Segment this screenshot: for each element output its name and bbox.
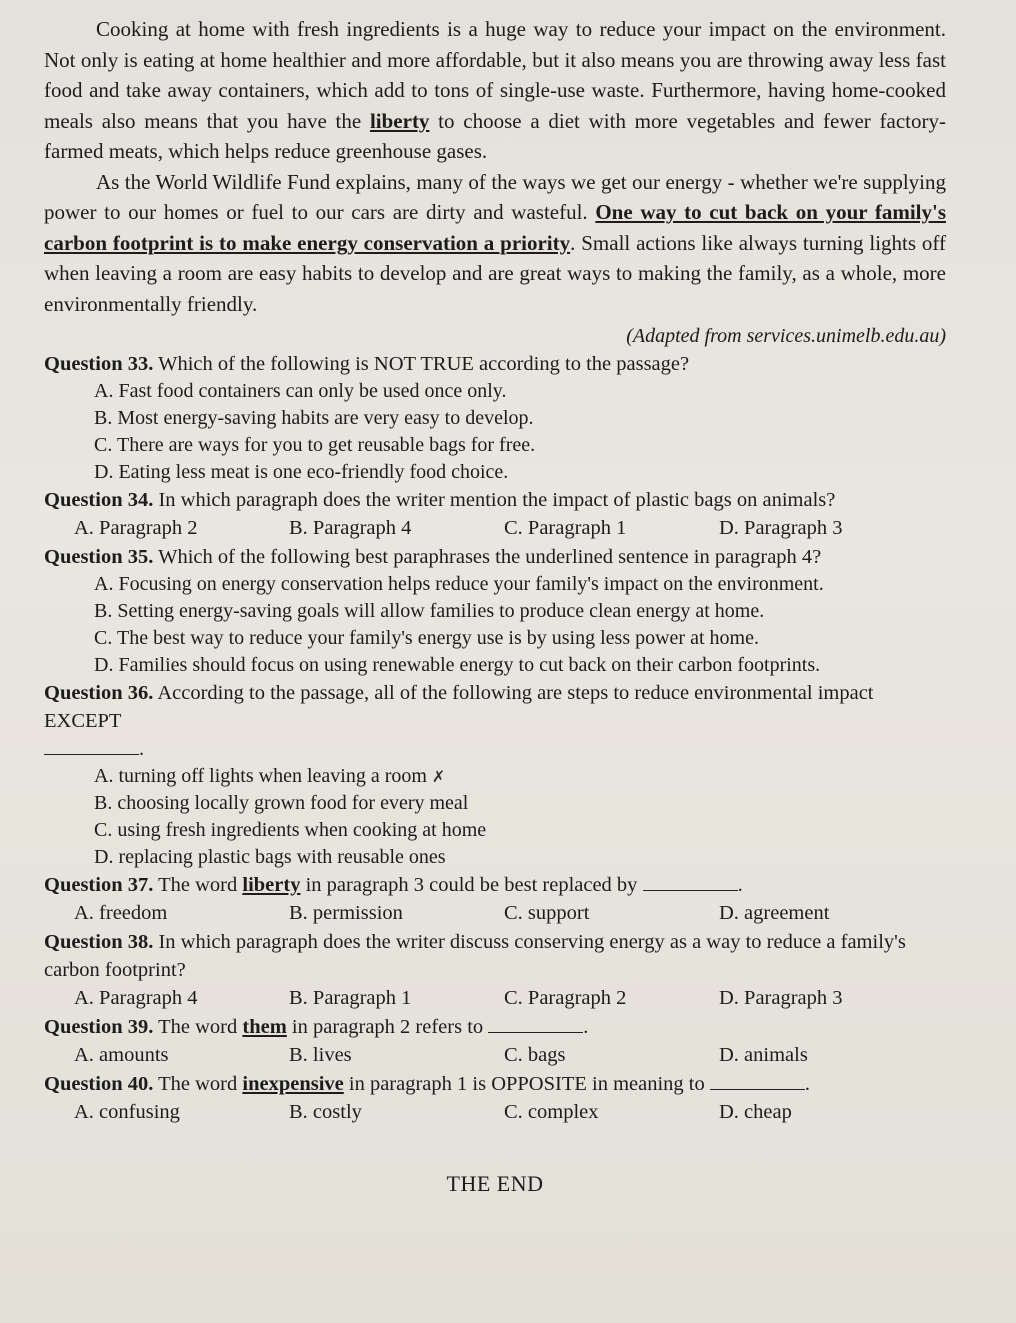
question-33-text: Which of the following is NOT TRUE according to the passage? xyxy=(153,353,690,375)
option-39a[interactable]: A. amounts xyxy=(74,1044,169,1066)
question-39-text-post: in paragraph 2 refers to xyxy=(286,1016,489,1038)
passage-source: (Adapted from services.unimelb.edu.au) xyxy=(626,325,946,347)
option-37c[interactable]: C. support xyxy=(504,902,590,924)
question-36-label: Question 36. xyxy=(44,682,154,704)
question-39-options xyxy=(44,1041,946,1070)
question-36 xyxy=(44,679,946,735)
end-label: THE END xyxy=(446,1171,544,1196)
option-33a[interactable]: A. Fast food containers can only be used once only. xyxy=(94,380,507,402)
question-39-text-pre: The word xyxy=(153,1016,243,1038)
option-34b[interactable]: B. Paragraph 4 xyxy=(289,517,412,539)
question-39: Question 39. The word them in paragraph 2 refers to . xyxy=(44,1016,589,1038)
question-40-label: Question 40. xyxy=(44,1073,154,1095)
option-36a-text: A. turning off lights when leaving a room xyxy=(94,765,427,787)
question-39-label: Question 39. xyxy=(44,1016,154,1038)
option-40d[interactable]: D. cheap xyxy=(719,1101,792,1123)
question-35-options xyxy=(44,571,946,679)
option-40c[interactable]: C. complex xyxy=(504,1101,599,1123)
question-39-underlined-word: them xyxy=(242,1016,287,1038)
option-38b[interactable]: B. Paragraph 1 xyxy=(289,987,412,1009)
answer-blank xyxy=(44,738,139,755)
question-35-text: Which of the following best paraphrases the underlined sentence in paragraph 4? xyxy=(153,546,822,568)
question-36-options xyxy=(44,763,946,871)
cross-mark-icon: ✗ xyxy=(431,767,446,786)
question-34-options xyxy=(44,514,946,543)
option-37d[interactable]: D. agreement xyxy=(719,902,830,924)
question-38 xyxy=(44,928,946,984)
option-37a[interactable]: A. freedom xyxy=(74,902,168,924)
option-36b[interactable]: B. choosing locally grown food for every meal xyxy=(94,792,469,814)
option-38a[interactable]: A. Paragraph 4 xyxy=(74,987,198,1009)
question-36-blank-line: . xyxy=(44,735,946,763)
question-37-underlined-word: liberty xyxy=(242,874,301,896)
question-37-text-post: in paragraph 3 could be best replaced by xyxy=(300,874,643,896)
passage-paragraph-2 xyxy=(44,167,946,320)
option-39c[interactable]: C. bags xyxy=(504,1044,566,1066)
option-39b[interactable]: B. lives xyxy=(289,1044,352,1066)
question-40-text-post: in paragraph 1 is OPPOSITE in meaning to xyxy=(343,1073,710,1095)
question-35-label: Question 35. xyxy=(44,546,154,568)
option-33b[interactable]: B. Most energy-saving habits are very easy to develop. xyxy=(94,407,534,429)
question-34-text: In which paragraph does the writer mention the impact of plastic bags on animals? xyxy=(153,489,836,511)
p2-underlined-sentence: One way to cut back on your family's carbon footprint is to make energy conservation a priority xyxy=(44,200,946,255)
question-38-options xyxy=(44,984,946,1013)
option-33c[interactable]: C. There are ways for you to get reusable bags for free. xyxy=(94,434,536,456)
option-36a[interactable] xyxy=(94,763,946,790)
option-35b[interactable]: B. Setting energy-saving goals will allow families to produce clean energy at home. xyxy=(94,600,765,622)
question-37-label: Question 37. xyxy=(44,874,154,896)
p1-text: Cooking at home with fresh ingredients is a huge way to reduce your impact on the environment. Not only is eating at home healthier and more affordable, but it also means you are throwing away less fast food and take away containers, which add to tons of single-use waste. Furthermore, having home-cooked meals also means that you have the xyxy=(44,17,946,133)
answer-blank xyxy=(488,1016,583,1033)
question-36-text: According to the passage, all of the following are steps to reduce environmental impact EXCEPT xyxy=(44,682,874,732)
question-40: Question 40. The word inexpensive in paragraph 1 is OPPOSITE in meaning to . xyxy=(44,1073,810,1095)
p2-text: As the World Wildlife Fund explains, many of the ways we get our energy - whether we're supplying power to our homes or fuel to our cars are dirty and wasteful. xyxy=(44,169,946,224)
p1-underlined-word: liberty xyxy=(369,108,430,133)
option-34c[interactable]: C. Paragraph 1 xyxy=(504,517,627,539)
option-37b[interactable]: B. permission xyxy=(289,902,403,924)
option-33d[interactable]: D. Eating less meat is one eco-friendly food choice. xyxy=(94,461,509,483)
option-34a[interactable]: A. Paragraph 2 xyxy=(74,517,198,539)
question-34-label: Question 34. xyxy=(44,489,154,511)
answer-blank xyxy=(643,874,738,891)
option-39d[interactable]: D. animals xyxy=(719,1044,808,1066)
p2-text-end: . Small actions like always turning lights off when leaving a room are easy habits to develop and are great ways to making the family, as a whole, more environmentally friendly. xyxy=(44,230,946,316)
question-37-options xyxy=(44,899,946,928)
option-35a[interactable]: A. Focusing on energy conservation helps reduce your family's impact on the environment. xyxy=(94,573,824,595)
question-37: Question 37. The word liberty in paragraph 3 could be best replaced by . xyxy=(44,874,743,896)
option-36d[interactable]: D. replacing plastic bags with reusable ones xyxy=(94,846,446,868)
option-40b[interactable]: B. costly xyxy=(289,1101,362,1123)
option-34d[interactable]: D. Paragraph 3 xyxy=(719,517,843,539)
question-34 xyxy=(44,486,946,514)
question-33-options xyxy=(44,378,946,486)
question-38-label: Question 38. xyxy=(44,931,154,953)
question-40-text-pre: The word xyxy=(153,1073,243,1095)
question-35 xyxy=(44,543,946,571)
option-36c[interactable]: C. using fresh ingredients when cooking at home xyxy=(94,819,487,841)
question-40-options xyxy=(44,1098,946,1127)
option-35c[interactable]: C. The best way to reduce your family's energy use is by using less power at home. xyxy=(94,627,759,649)
p1-text-end: to choose a diet with more vegetables and fewer factory-farmed meats, which helps reduce greenhouse gases. xyxy=(44,108,947,163)
question-40-underlined-word: inexpensive xyxy=(242,1073,344,1095)
passage-paragraph-1 xyxy=(44,14,946,167)
question-37-text-pre: The word xyxy=(153,874,243,896)
question-38-text: In which paragraph does the writer discuss conserving energy as a way to reduce a family's carbon footprint? xyxy=(44,931,906,981)
question-33 xyxy=(44,350,946,378)
question-33-label: Question 33. xyxy=(44,353,154,375)
option-38d[interactable]: D. Paragraph 3 xyxy=(719,987,843,1009)
option-40a[interactable]: A. confusing xyxy=(74,1101,180,1123)
option-38c[interactable]: C. Paragraph 2 xyxy=(504,987,627,1009)
option-35d[interactable]: D. Families should focus on using renewable energy to cut back on their carbon footprints. xyxy=(94,654,821,676)
answer-blank xyxy=(710,1073,805,1090)
